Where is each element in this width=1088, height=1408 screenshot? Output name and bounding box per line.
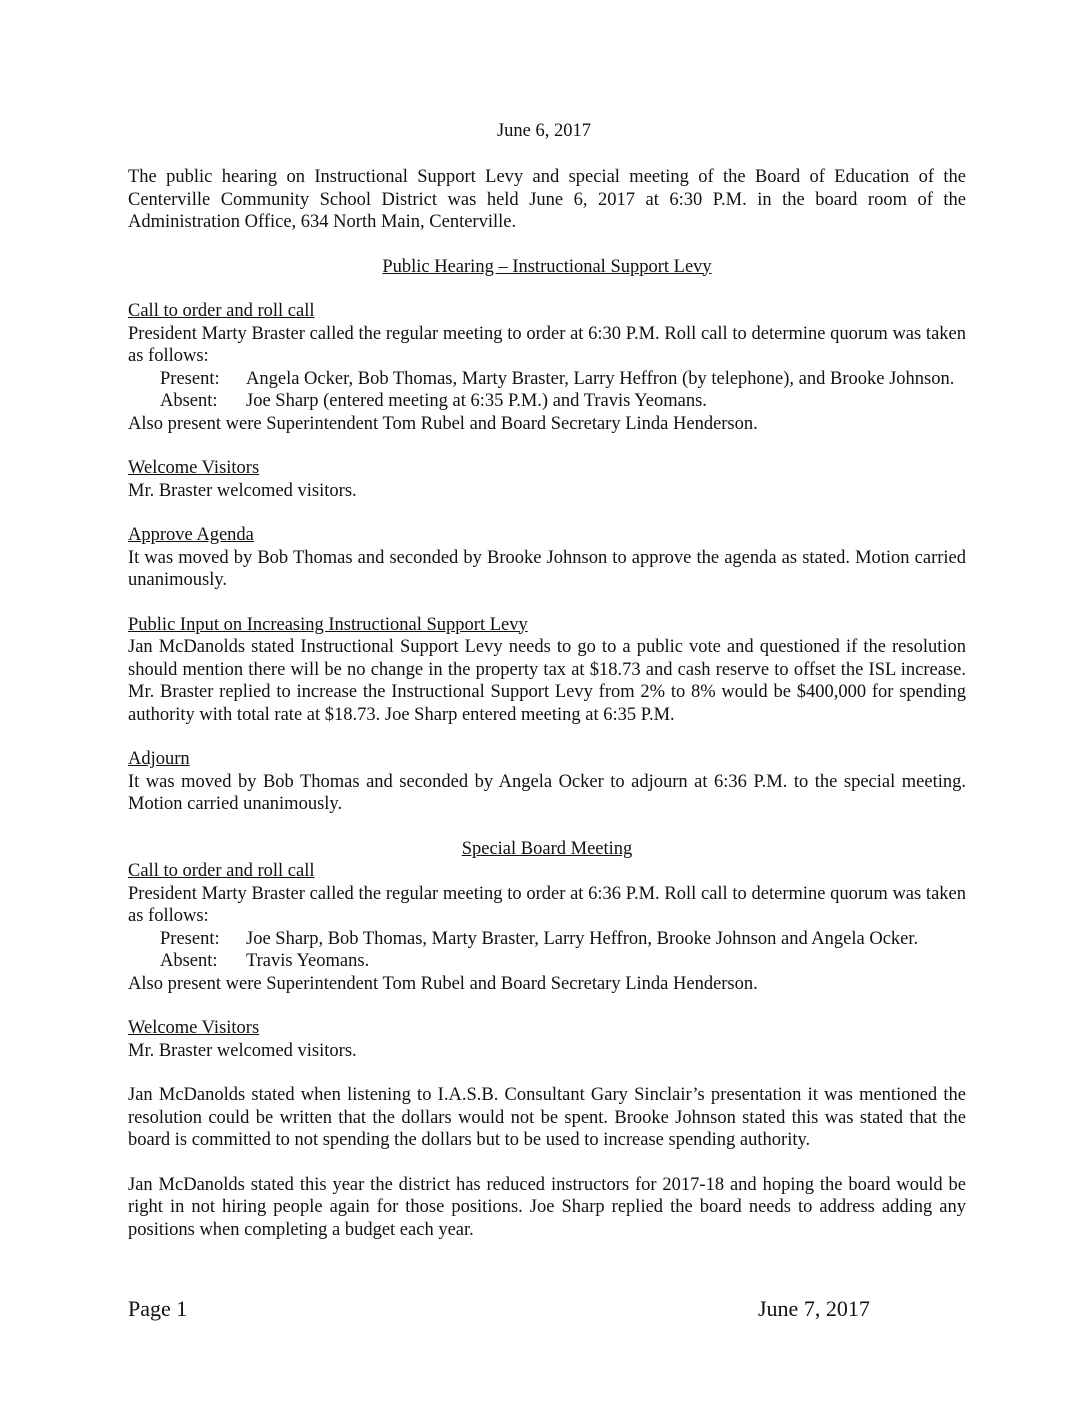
- hearing-call-heading: Call to order and roll call: [128, 301, 315, 321]
- present-members: Joe Sharp, Bob Thomas, Marty Braster, Larry Heffron, Brooke Johnson and Angela Ocker.: [246, 928, 919, 949]
- agenda-text: It was moved by Bob Thomas and seconded by Brooke Johnson to approve the agenda as stated. Motion carried unanimously.: [128, 547, 966, 590]
- special-call-text: President Marty Braster called the regular meeting to order at 6:36 P.M. Roll call to determine quorum was taken as follows:: [128, 883, 966, 926]
- special-also-present: Also present were Superintendent Tom Rubel and Board Secretary Linda Henderson.: [128, 973, 758, 994]
- hearing-welcome-text: Mr. Braster welcomed visitors.: [128, 480, 357, 501]
- hearing-title: Public Hearing – Instructional Support Levy: [382, 256, 712, 277]
- footer-date: June 7, 2017: [758, 1296, 870, 1321]
- present-label: Present:: [160, 368, 220, 389]
- special-title: Special Board Meeting: [461, 838, 633, 859]
- hearing-welcome-heading: Welcome Visitors: [128, 458, 260, 478]
- absent-members: Joe Sharp (entered meeting at 6:35 P.M.) and Travis Yeomans.: [246, 391, 707, 411]
- special-welcome-text: Mr. Braster welcomed visitors.: [128, 1040, 357, 1061]
- present-label: Present:: [160, 928, 220, 949]
- header-date: June 6, 2017: [496, 121, 592, 141]
- hearing-also-present: Also present were Superintendent Tom Rubel and Board Secretary Linda Henderson.: [128, 413, 758, 434]
- special-present-row: [128, 928, 966, 951]
- special-call-heading: Call to order and roll call: [128, 861, 315, 881]
- page-number: Page 1: [128, 1296, 188, 1321]
- intro-paragraph: The public hearing on Instructional Support Levy and special meeting of the Board of Education of the Centerville Community School District was held June 6, 2017 at 6:30 P.M. in the board room of the Administration Office, 634 North Main, Centerville.: [128, 167, 966, 232]
- hearing-present-row: [128, 368, 966, 391]
- adjourn-text: It was moved by Bob Thomas and seconded by Angela Ocker to adjourn at 6:36 P.M. to the special meeting. Motion carried unanimously.: [128, 771, 966, 814]
- public-input-heading: Public Input on Increasing Instructional Support Levy: [128, 614, 528, 635]
- absent-members: Travis Yeomans.: [246, 951, 370, 971]
- public-input-text: Jan McDanolds stated Instructional Support Levy needs to go to a public vote and questioned if the resolution should mention there will be no change in the property tax at $18.73 and cash reserve to offset the ISL increase. Mr. Braster replied to increase the Instructional Support Levy from 2% to 8% would be $400,000 for spending authority with total rate at $18.73. Joe Sharp entered meeting at 6:35 P.M.: [128, 637, 966, 725]
- agenda-heading: Approve Agenda: [128, 525, 254, 545]
- special-absent-row: [128, 950, 966, 973]
- special-welcome-heading: Welcome Visitors: [128, 1018, 260, 1038]
- present-members: Angela Ocker, Bob Thomas, Marty Braster, Larry Heffron (by telephone), and Brooke Johnson.: [246, 368, 955, 389]
- absent-label: Absent:: [160, 391, 218, 411]
- hearing-absent-row: [128, 390, 966, 413]
- adjourn-heading: Adjourn: [128, 749, 190, 769]
- special-paragraph-2: Jan McDanolds stated this year the district has reduced instructors for 2017-18 and hoping the board would be right in not hiring people again for those positions. Joe Sharp replied the board needs to address adding any positions when completing a budget each year.: [128, 1174, 966, 1240]
- special-paragraph-1: Jan McDanolds stated when listening to I.A.S.B. Consultant Gary Sinclair’s presentation it was mentioned the resolution could be written that the dollars would not be spent. Brooke Johnson stated this was stated that the board is committed to not spending the dollars but to be used to increase spending authority.: [128, 1085, 966, 1150]
- minutes-body: [128, 166, 966, 1241]
- hearing-call-text: President Marty Braster called the regular meeting to order at 6:30 P.M. Roll call to determine quorum was taken as follows:: [128, 323, 966, 366]
- absent-label: Absent:: [160, 951, 218, 971]
